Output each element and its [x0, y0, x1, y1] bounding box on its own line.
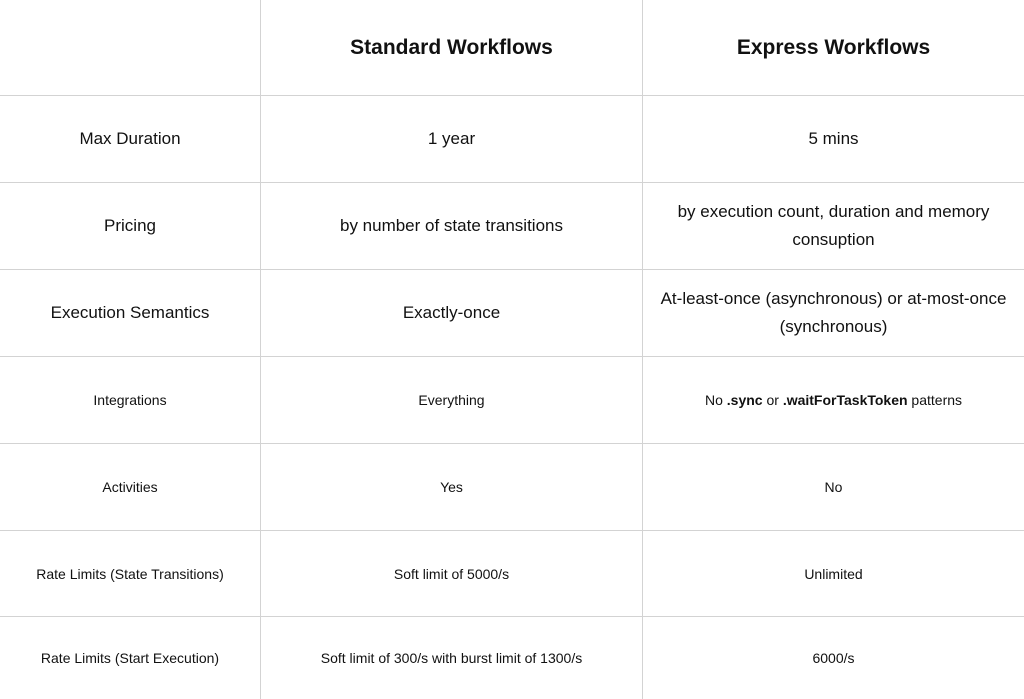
standard-value: Exactly-once — [260, 270, 642, 356]
feature-label: Activities — [102, 479, 158, 495]
header-corner-cell — [0, 0, 260, 95]
express-value: At-least-once (asynchronous) or at-most-once (synchronous) — [642, 270, 1024, 356]
feature-label: Max Duration — [79, 129, 181, 148]
table-row — [0, 530, 1024, 616]
feature-label: Execution Semantics — [50, 303, 210, 322]
table-row — [0, 182, 1024, 269]
standard-value: 1 year — [260, 96, 642, 182]
standard-value: Everything — [260, 357, 642, 443]
table-row — [0, 443, 1024, 530]
wait-for-task-token-pattern-code: .waitForTaskToken — [782, 392, 908, 408]
feature-label: Pricing — [104, 216, 156, 235]
integrations-text-2: or — [762, 392, 783, 408]
table-row — [0, 356, 1024, 443]
table-row — [0, 269, 1024, 356]
express-value — [642, 357, 1024, 443]
standard-value: Soft limit of 5000/s — [260, 531, 642, 616]
header-express-workflows: Express Workflows — [642, 0, 1024, 95]
express-value: Unlimited — [642, 531, 1024, 616]
express-value: by execution count, duration and memory consuption — [642, 183, 1024, 269]
express-value: 6000/s — [642, 617, 1024, 699]
table-row — [0, 95, 1024, 182]
express-value: No — [642, 444, 1024, 530]
integrations-text-1: No — [704, 392, 727, 408]
integrations-text-3: patterns — [907, 392, 963, 408]
feature-label: Rate Limits (Start Execution) — [40, 650, 220, 666]
standard-value: by number of state transitions — [260, 183, 642, 269]
table-row — [0, 616, 1024, 699]
table-header-row — [0, 0, 1024, 95]
standard-value: Yes — [260, 444, 642, 530]
sync-pattern-code: .sync — [726, 392, 763, 408]
feature-label: Rate Limits (State Transitions) — [36, 565, 224, 582]
header-standard-workflows: Standard Workflows — [260, 0, 642, 95]
feature-label: Integrations — [93, 392, 167, 408]
standard-value: Soft limit of 300/s with burst limit of 1300/s — [260, 617, 642, 699]
express-value: 5 mins — [642, 96, 1024, 182]
